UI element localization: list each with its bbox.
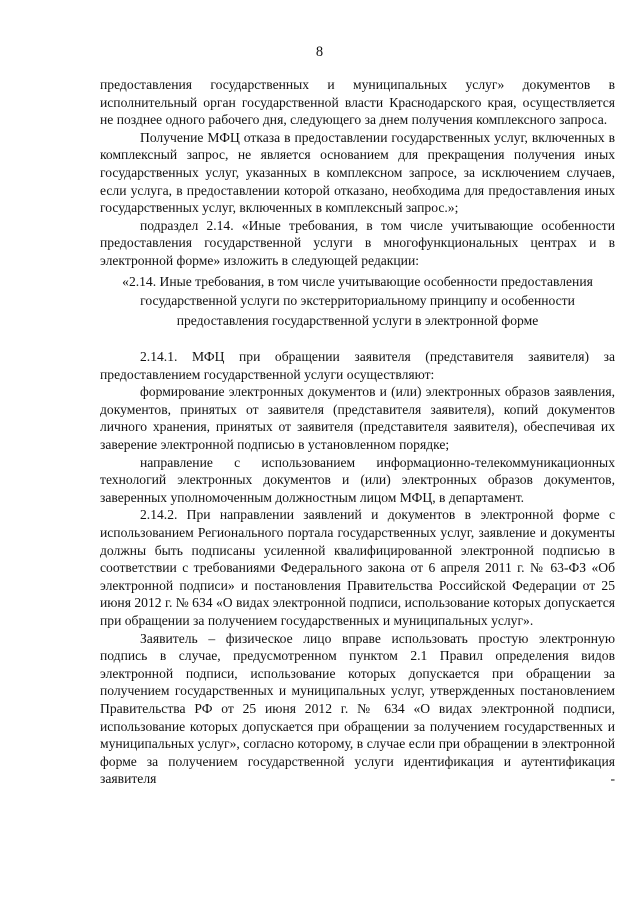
paragraph: направление с использованием информационно-телекоммуникационных технологий электронных документов и (или) электронных образов документов, заверенных уполномоченным должностным лицом МФЦ, в департамент. — [100, 454, 615, 505]
paragraph: подраздел 2.14. «Иные требования, в том числе учитывающие особенности предоставления государственной услуги в многофункциональных центрах и в электронной форме» изложить в следующей редакции: — [100, 217, 615, 268]
paragraph: предоставления государственных и муниципальных услуг» документов в исполнительный орган государственной власти Краснодарского края, осуществляется не позднее одного рабочего дня, следующего за днем получения комплексного запроса. — [100, 77, 615, 128]
paragraph: 2.14.2. При направлении заявлений и документов в электронной форме с использованием Регионального портала государственных услуг, заявление и документы должны быть подписаны усиленной квалифицированной электронной подписью в соответствии с требованиями Федерального закона от 6 апреля 2011 г. № 63-ФЗ «Об электронной подписи» и постановления Правительства Российской Федерации от 25 июня 2012 г. № 634 «О видах электронной подписи, использование которых допускается при обращении за получением государственных и муниципальных услуг». — [100, 507, 616, 628]
paragraph: формирование электронных документов и (или) электронных образов заявления, документов, принятых от заявителя (представителя заявителя), копий документов личного хранения, принятых от заявителя (представителя заявителя), обеспечивая их заверение электронной подписью в установленном порядке; — [100, 384, 615, 452]
paragraph: Получение МФЦ отказа в предоставлении государственных услуг, включенных в комплексный запрос, не является основанием для прекращения получения иных государственных услуг, указанных в комплексном запросе, за исключением случаев, если услуга, в предоставлении которой отказано, необходима для предоставления иных государственных услуг, включенных в комплексный запрос.»; — [100, 129, 615, 216]
paragraph: 2.14.1. МФЦ при обращении заявителя (представителя заявителя) за предоставлением государственной услуги осуществляют: — [100, 349, 615, 382]
section-heading: «2.14. Иные требования, в том числе учитывающие особенности предоставления государственной услуги по экстерриториальному принципу и особенности предоставления государственной услуги в электронной форме — [122, 273, 593, 328]
paragraph: Заявитель – физическое лицо вправе использовать простую электронную подпись в случае, предусмотренном пунктом 2.1 Правил определения видов электронной подписи, использование которых допускается при обращении за получением государственных и муниципальных услуг, утвержденных постановлением Правительства РФ от 25 июня 2012 г. № 634 «О видах электронной подписи, использование которых допускается при обращении за получением государственных и муниципальных услуг», согласно которому, в случае если при обращении в электронной форме за получением государственной услуги идентификация и аутентификация заявителя - — [100, 630, 615, 787]
page-number: 8 — [315, 44, 324, 60]
document-body — [100, 76, 615, 788]
